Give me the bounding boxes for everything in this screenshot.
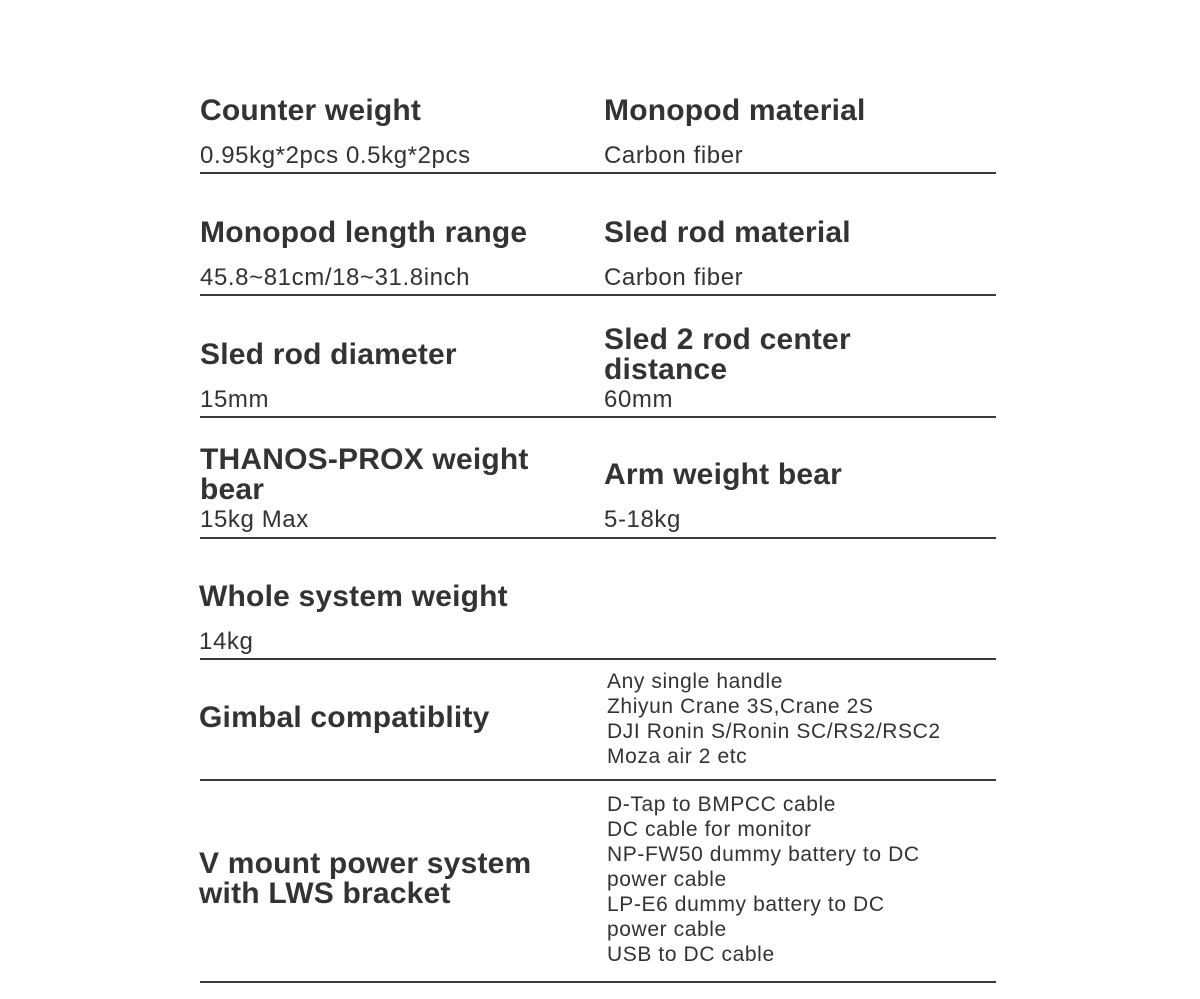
spec-value: 15kg Max xyxy=(200,506,309,533)
list-item: Zhiyun Crane 3S,Crane 2S xyxy=(607,695,874,718)
spec-value: Carbon fiber xyxy=(604,264,744,291)
spec-item-list xyxy=(607,792,920,967)
spec-row-counter-weight xyxy=(200,90,996,174)
spec-label-line: bear xyxy=(200,473,265,506)
spec-sheet xyxy=(200,0,996,999)
list-item: USB to DC cable xyxy=(607,943,775,966)
spec-row-power-system xyxy=(200,781,996,983)
list-item: LP-E6 dummy battery to DC xyxy=(607,893,885,916)
spec-row-gimbal xyxy=(200,660,996,781)
spec-label: Sled rod material xyxy=(604,216,851,249)
list-item: Moza air 2 etc xyxy=(607,745,748,768)
spec-label: Gimbal compatiblity xyxy=(199,701,490,734)
spec-label-line: Sled 2 rod center xyxy=(604,323,851,356)
list-item: power cable xyxy=(607,918,727,941)
spec-value: 45.8~81cm/18~31.8inch xyxy=(200,264,471,291)
spec-row-weight-bear xyxy=(200,444,996,539)
list-item: DC cable for monitor xyxy=(607,818,812,841)
spec-label: Counter weight xyxy=(200,94,422,127)
spec-value: 14kg xyxy=(199,628,254,655)
spec-label: Whole system weight xyxy=(199,580,508,613)
spec-label-line: THANOS-PROX weight xyxy=(200,443,529,476)
spec-item-list xyxy=(607,669,941,769)
list-item: DJI Ronin S/Ronin SC/RS2/RSC2 xyxy=(607,720,941,743)
spec-row-monopod-length xyxy=(200,212,996,296)
spec-row-system-weight xyxy=(200,576,996,660)
spec-value: 0.95kg*2pcs 0.5kg*2pcs xyxy=(200,142,471,169)
spec-label-line: with LWS bracket xyxy=(199,877,451,910)
spec-value: Carbon fiber xyxy=(604,142,744,169)
spec-label: Arm weight bear xyxy=(604,458,843,491)
spec-label-line: V mount power system xyxy=(199,847,532,880)
spec-value: 5-18kg xyxy=(604,506,681,533)
list-item: NP-FW50 dummy battery to DC xyxy=(607,843,920,866)
spec-row-sled-rod xyxy=(200,324,996,418)
list-item: Any single handle xyxy=(607,670,783,693)
spec-label: Monopod length range xyxy=(200,216,528,249)
spec-label xyxy=(199,849,531,909)
list-item: power cable xyxy=(607,868,727,891)
spec-label xyxy=(200,445,529,505)
spec-label-line: distance xyxy=(604,353,728,386)
spec-value: 60mm xyxy=(604,386,674,413)
spec-label: Sled rod diameter xyxy=(200,338,457,371)
spec-label xyxy=(604,325,851,385)
spec-value: 15mm xyxy=(200,386,270,413)
list-item: D-Tap to BMPCC cable xyxy=(607,793,837,816)
spec-label: Monopod material xyxy=(604,94,866,127)
